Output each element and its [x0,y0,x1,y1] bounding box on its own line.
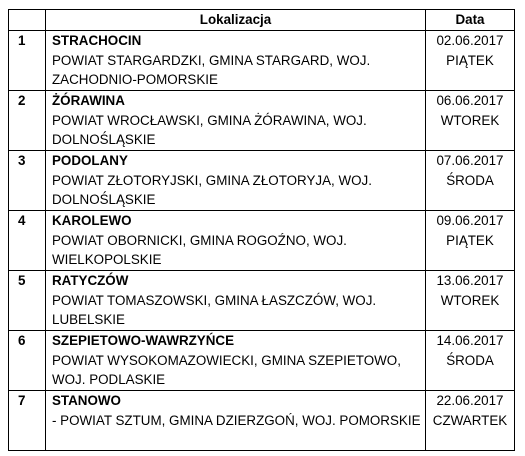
table-row [9,271,515,331]
location-detail: POWIAT WYSOKOMAZOWIECKI, GMINA SZEPIETOWO, WOJ. PODLASKIE [52,352,401,387]
weekday-value: WTOREK [440,292,500,308]
date-cell [426,271,515,331]
date-cell [426,31,515,91]
location-name: RATYCZÓW [52,273,129,288]
row-number: 1 [9,31,46,91]
table-row [9,391,515,451]
weekday-value: PIĄTEK [446,52,494,68]
table-row [9,31,515,91]
date-value: 06.06.2017 [436,93,504,108]
date-cell [426,151,515,211]
table-row [9,91,515,151]
date-column-header: Data [426,10,515,31]
schedule-table [8,9,515,451]
date-value: 13.06.2017 [436,273,504,288]
location-column-header: Lokalizacja [46,10,426,31]
location-cell [46,91,426,151]
location-name: STANOWO [52,393,121,408]
location-name: SZEPIETOWO-WAWRZYŃCE [52,333,235,348]
table-header-row [9,10,515,31]
row-number: 6 [9,331,46,391]
location-name: ŻÓRAWINA [52,93,125,108]
date-value: 14.06.2017 [436,333,504,348]
date-cell [426,211,515,271]
weekday-value: CZWARTEK [432,412,508,428]
number-column-header [9,10,46,31]
weekday-value: ŚRODA [446,172,494,188]
location-detail: POWIAT ZŁOTORYJSKI, GMINA ZŁOTORYJA, WOJ. DOLNOŚLĄSKIE [52,172,372,207]
location-detail: POWIAT OBORNICKI, GMINA ROGOŹNO, WOJ. WIELKOPOLSKIE [52,232,347,267]
location-cell [46,31,426,91]
row-number: 7 [9,391,46,451]
location-name: PODOLANY [52,153,128,168]
date-cell [426,391,515,451]
row-number: 5 [9,271,46,331]
date-value: 09.06.2017 [436,213,504,228]
table-row [9,331,515,391]
date-cell [426,91,515,151]
date-value: 02.06.2017 [436,33,504,48]
row-number: 2 [9,91,46,151]
weekday-value: PIĄTEK [446,232,494,248]
location-name: KAROLEWO [52,213,132,228]
table-row [9,211,515,271]
weekday-value: WTOREK [440,112,500,128]
table-row [9,151,515,211]
location-cell [46,211,426,271]
location-cell [46,391,426,451]
row-number: 4 [9,211,46,271]
location-cell [46,271,426,331]
date-cell [426,331,515,391]
location-detail: - POWIAT SZTUM, GMINA DZIERZGOŃ, WOJ. POMORSKIE [52,412,421,428]
location-name: STRACHOCIN [52,33,142,48]
row-number: 3 [9,151,46,211]
date-value: 22.06.2017 [436,393,504,408]
location-detail: POWIAT STARGARDZKI, GMINA STARGARD, WOJ. ZACHODNIO-POMORSKIE [52,52,371,87]
location-detail: POWIAT TOMASZOWSKI, GMINA ŁASZCZÓW, WOJ. LUBELSKIE [52,292,377,327]
date-value: 07.06.2017 [436,153,504,168]
location-cell [46,331,426,391]
weekday-value: ŚRODA [446,352,494,368]
location-cell [46,151,426,211]
location-detail: POWIAT WROCŁAWSKI, GMINA ŻÓRAWINA, WOJ. DOLNOŚLĄSKIE [52,112,367,147]
